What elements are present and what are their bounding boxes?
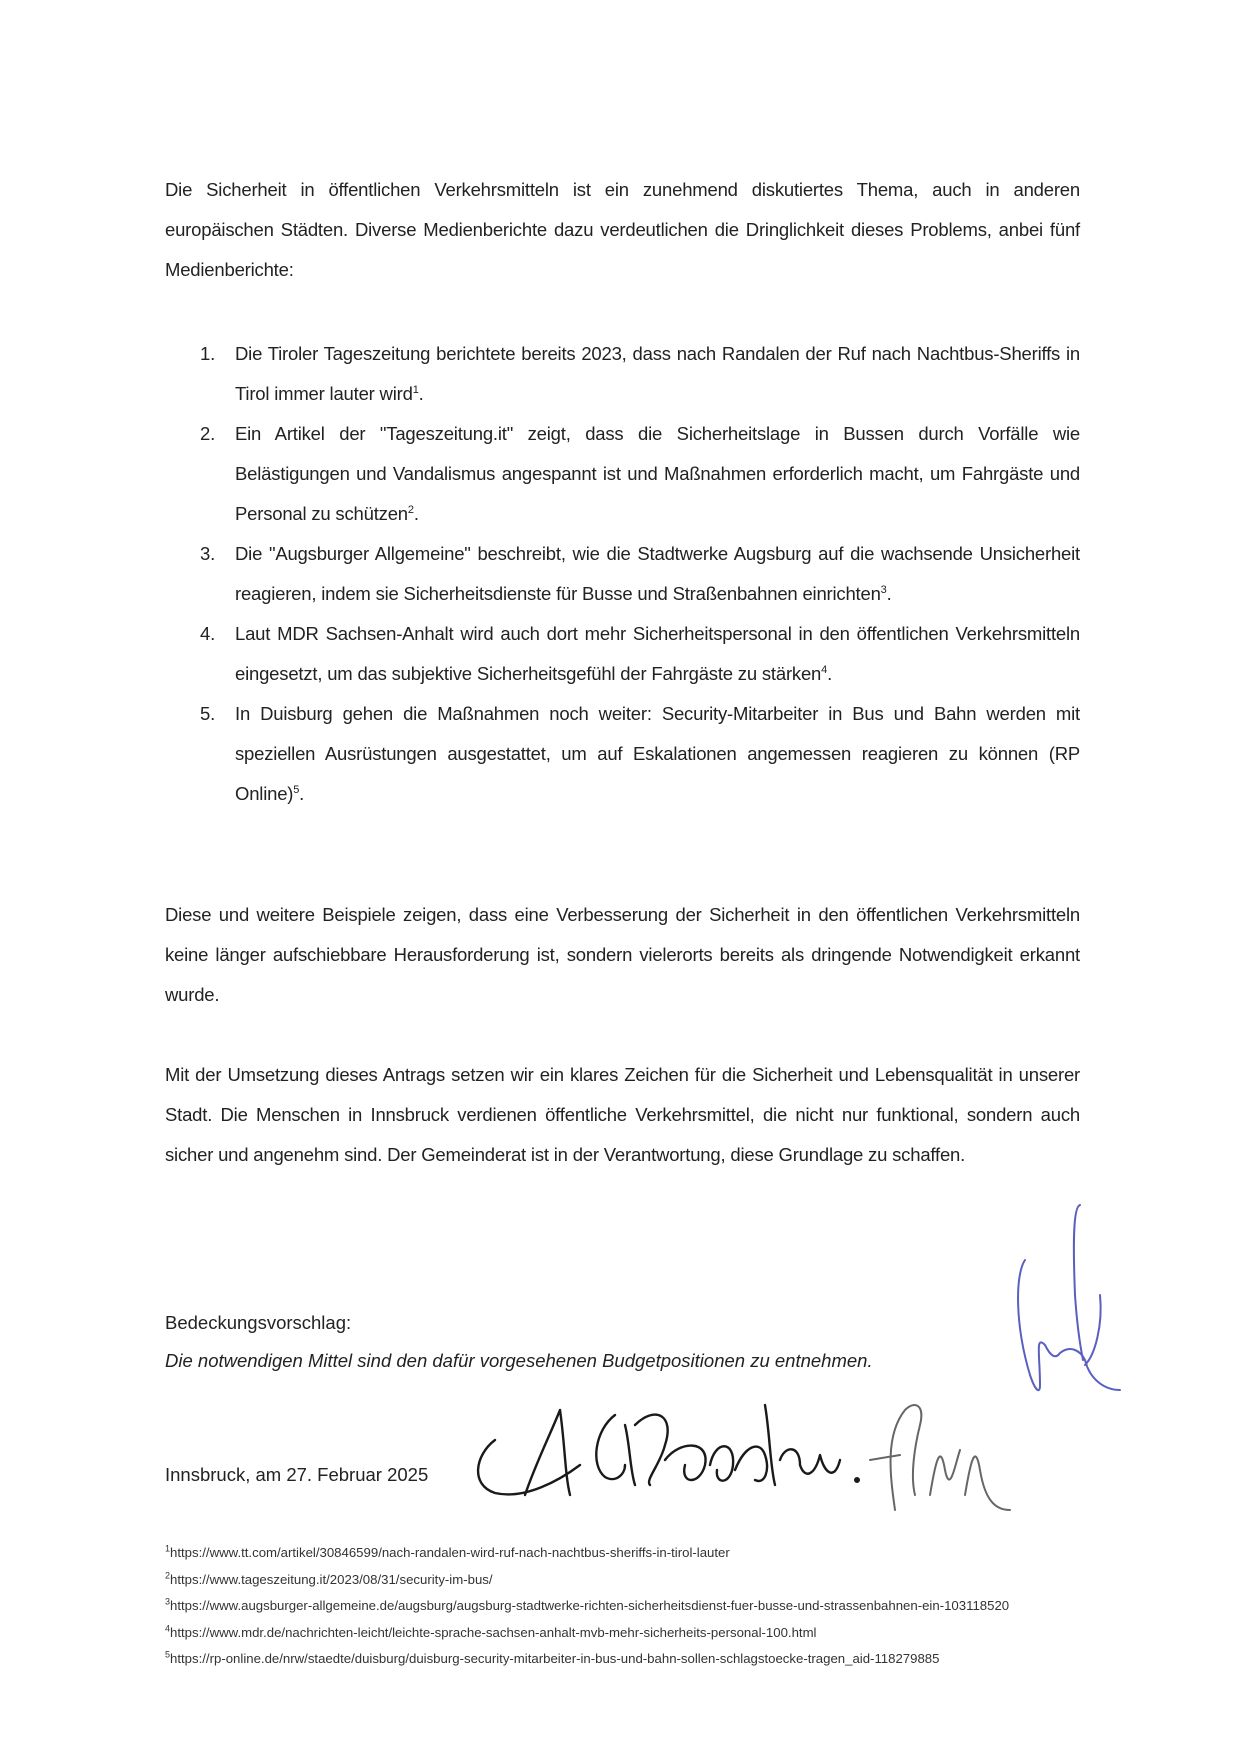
footnote-ref[interactable]: 5 <box>293 783 300 796</box>
list-number: 4. <box>200 623 216 644</box>
footnote-link[interactable]: https://rp-online.de/nrw/staedte/duisburg/duisburg-security-mitarbeiter-in-bus-und-bahn-sollen-schlagstoecke-tragen_aid-118279885 <box>170 1651 940 1666</box>
list-item-text: Die "Augsburger Allgemeine" beschreibt, wie die Stadtwerke Augsburg auf die wachsende Unsicherheit reagieren, indem sie Sicherheitsdienste für Busse und Straßenbahnen einrichten <box>235 543 1080 604</box>
footnote: $^3$https://www.augsburger-allgemeine.de/augsburg/augsburg-stadtwerke-richten-sicherheitsdienst-fuer-busse-und-strassenbahnen-ein-103118520 <box>165 1596 1010 1613</box>
footnote-ref[interactable]: 4 <box>821 663 828 676</box>
place-date: Innsbruck, am 27. Februar 2025 <box>165 1464 429 1485</box>
footnote-ref[interactable]: 3 <box>880 583 887 596</box>
list-item-text: Laut MDR Sachsen-Anhalt wird auch dort mehr Sicherheitspersonal in den öffentlichen Verkehrsmitteln eingesetzt, um das subjektive Sicherheitsgefühl der Fahrgäste zu stärken <box>235 623 1080 684</box>
intro-paragraph: Die Sicherheit in öffentlichen Verkehrsmitteln ist ein zunehmend diskutiertes Thema, auch in anderen europäischen Städten. Diverse Medienberichte dazu verdeutlichen die Dringlichkeit dieses Problems, anbei fünf Medienberichte: <box>165 179 1080 280</box>
coverage-label: Bedeckungsvorschlag: <box>165 1312 352 1333</box>
list-item-text: Die Tiroler Tageszeitung berichtete bereits 2023, dass nach Randalen der Ruf nach Nachtbus-Sheriffs in Tirol immer lauter wird <box>235 343 1080 404</box>
examples-paragraph: Diese und weitere Beispiele zeigen, dass eine Verbesserung der Sicherheit in den öffentlichen Verkehrsmitteln keine länger aufschiebbare Herausforderung ist, sondern vielerorts bereits als dringende Notwendigkeit erkannt wurde. <box>165 904 1080 1005</box>
footnote: $^5$https://rp-online.de/nrw/staedte/duisburg/duisburg-security-mitarbeiter-in-bus-und-bahn-sollen-schlagstoecke-tragen_aid-118279885 <box>165 1649 940 1666</box>
footnote: $^2$https://www.tageszeitung.it/2023/08/31/security-im-bus/ <box>165 1570 493 1587</box>
footnote-link[interactable]: https://www.mdr.de/nachrichten-leicht/leichte-sprache-sachsen-anhalt-mvb-mehr-sicherheits-personal-100.html <box>170 1624 817 1640</box>
list-item: 2. Ein Artikel der "Tageszeitung.it" zeigt, dass die Sicherheitslage in Bussen durch Vorfälle wie Belästigungen und Vandalismus angespannt ist und Maßnahmen erforderlich macht, um Fahrgäste und Personal zu schützen$^2$. <box>165 414 1080 534</box>
coverage-text: Die notwendigen Mittel sind den dafür vorgesehenen Budgetpositionen zu entnehmen. <box>165 1350 873 1371</box>
list-number: 5. <box>200 703 216 724</box>
list-item: 1. Die Tiroler Tageszeitung berichtete bereits 2023, dass nach Randalen der Ruf nach Nachtbus-Sheriffs in Tirol immer lauter wird$^1$. <box>165 334 1080 414</box>
footnotes <box>165 1540 1125 1673</box>
footnote-link[interactable]: https://www.tt.com/artikel/30846599/nach-randalen-wird-ruf-nach-nachtbus-sheriffs-in-tirol-lauter <box>170 1545 730 1560</box>
initials-strokes <box>1018 1205 1120 1390</box>
footnote: $^4$https://www.mdr.de/nachrichten-leicht/leichte-sprache-sachsen-anhalt-mvb-mehr-sicherheits-personal-100.html <box>165 1623 817 1640</box>
list-item-text: Ein Artikel der "Tageszeitung.it" zeigt, dass die Sicherheitslage in Bussen durch Vorfälle wie Belästigungen und Vandalismus angespannt ist und Maßnahmen erforderlich macht, um Fahrgäste und Personal zu schützen <box>235 423 1080 524</box>
list-item-text: In Duisburg gehen die Maßnahmen noch weiter: Security-Mitarbeiter in Bus und Bahn werden mit speziellen Ausrüstungen ausgestattet, um auf Eskalationen angemessen reagieren zu können (RP Online) <box>235 703 1080 804</box>
footnote-link[interactable]: https://www.tageszeitung.it/2023/08/31/security-im-bus/ <box>170 1571 493 1587</box>
media-reports-list <box>165 334 1080 814</box>
footnote: $^1$https://www.tt.com/artikel/30846599/nach-randalen-wird-ruf-nach-nachtbus-sheriffs-in-tirol-lauter <box>165 1543 730 1560</box>
signature-strokes <box>478 1405 859 1495</box>
list-number: 1. <box>200 343 216 364</box>
list-number: 3. <box>200 543 216 564</box>
signature-initials <box>985 1185 1125 1425</box>
list-item: 4. Laut MDR Sachsen-Anhalt wird auch dort mehr Sicherheitspersonal in den öffentlichen Verkehrsmitteln eingesetzt, um das subjektive Sicherheitsgefühl der Fahrgäste zu stärken$^4$. <box>165 614 1080 694</box>
signature-main <box>465 1385 1025 1515</box>
list-item: 3. Die "Augsburger Allgemeine" beschreibt, wie die Stadtwerke Augsburg auf die wachsende Unsicherheit reagieren, indem sie Sicherheitsdienste für Busse und Straßenbahnen einrichten$^3$. <box>165 534 1080 614</box>
footnote-ref[interactable]: 2 <box>407 503 414 516</box>
footnote-link[interactable]: https://www.augsburger-allgemeine.de/augsburg/augsburg-stadtwerke-richten-sicherheitsdienst-fuer-busse-und-strassenbahnen-ein-103118520 <box>170 1598 1010 1613</box>
footnote-ref[interactable]: 1 <box>412 383 419 396</box>
list-item: 5. In Duisburg gehen die Maßnahmen noch weiter: Security-Mitarbeiter in Bus und Bahn werden mit speziellen Ausrüstungen ausgestattet, um auf Eskalationen angemessen reagieren zu können (RP Online)$^5$. <box>165 694 1080 814</box>
list-number: 2. <box>200 423 216 444</box>
conclusion-paragraph: Mit der Umsetzung dieses Antrags setzen wir ein klares Zeichen für die Sicherheit und Lebensqualität in unserer Stadt. Die Menschen in Innsbruck verdienen öffentliche Verkehrsmittel, die nicht nur funktional, sondern auch sicher und angenehm sind. Der Gemeinderat ist in der Verantwortung, diese Grundlage zu schaffen. <box>165 1064 1080 1165</box>
